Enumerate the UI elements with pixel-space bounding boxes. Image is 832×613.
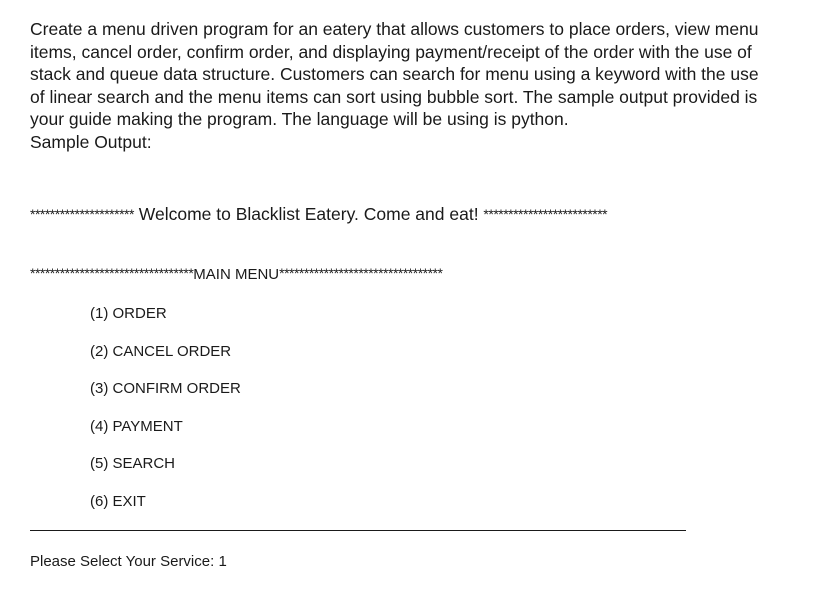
main-menu-header <box>30 265 442 283</box>
welcome-text: Welcome to Blacklist Eatery. Come and eat! <box>133 204 484 224</box>
sample-output-label: Sample Output: <box>30 131 152 152</box>
welcome-banner <box>30 204 607 225</box>
main-menu-left-stars: ********************************* <box>30 265 194 281</box>
divider-line <box>30 530 686 531</box>
banner-right-stars: ************************* <box>483 206 608 222</box>
menu-options <box>90 304 241 530</box>
service-prompt <box>30 553 227 570</box>
menu-item-payment: (4) PAYMENT <box>90 417 183 435</box>
description-line: stack and queue data structure. Customers can search for menu using a keyword with the use <box>30 64 759 85</box>
problem-description <box>30 18 820 154</box>
description-line: of linear search and the menu items can sort using bubble sort. The sample output provided is <box>30 86 758 107</box>
menu-item-search: (5) SEARCH <box>90 455 176 473</box>
menu-item-cancel-order: (2) CANCEL ORDER <box>90 342 232 360</box>
menu-item-order: (1) ORDER <box>90 305 167 322</box>
menu-item-exit: (6) EXIT <box>90 492 146 510</box>
banner-left-stars: ********************* <box>30 206 134 222</box>
main-menu-right-stars: ********************************* <box>279 265 443 281</box>
menu-item-confirm-order: (3) CONFIRM ORDER <box>90 380 241 398</box>
main-menu-title: MAIN MENU <box>193 266 280 283</box>
description-line: Create a menu driven program for an eatery that allows customers to place orders, view menu <box>30 19 759 39</box>
prompt-label: Please Select Your Service: <box>30 553 219 570</box>
description-line: your guide making the program. The language will be using is python. <box>30 109 569 130</box>
description-line: items, cancel order, confirm order, and displaying payment/receipt of the order with the use of <box>30 41 752 62</box>
prompt-value: 1 <box>218 553 227 570</box>
